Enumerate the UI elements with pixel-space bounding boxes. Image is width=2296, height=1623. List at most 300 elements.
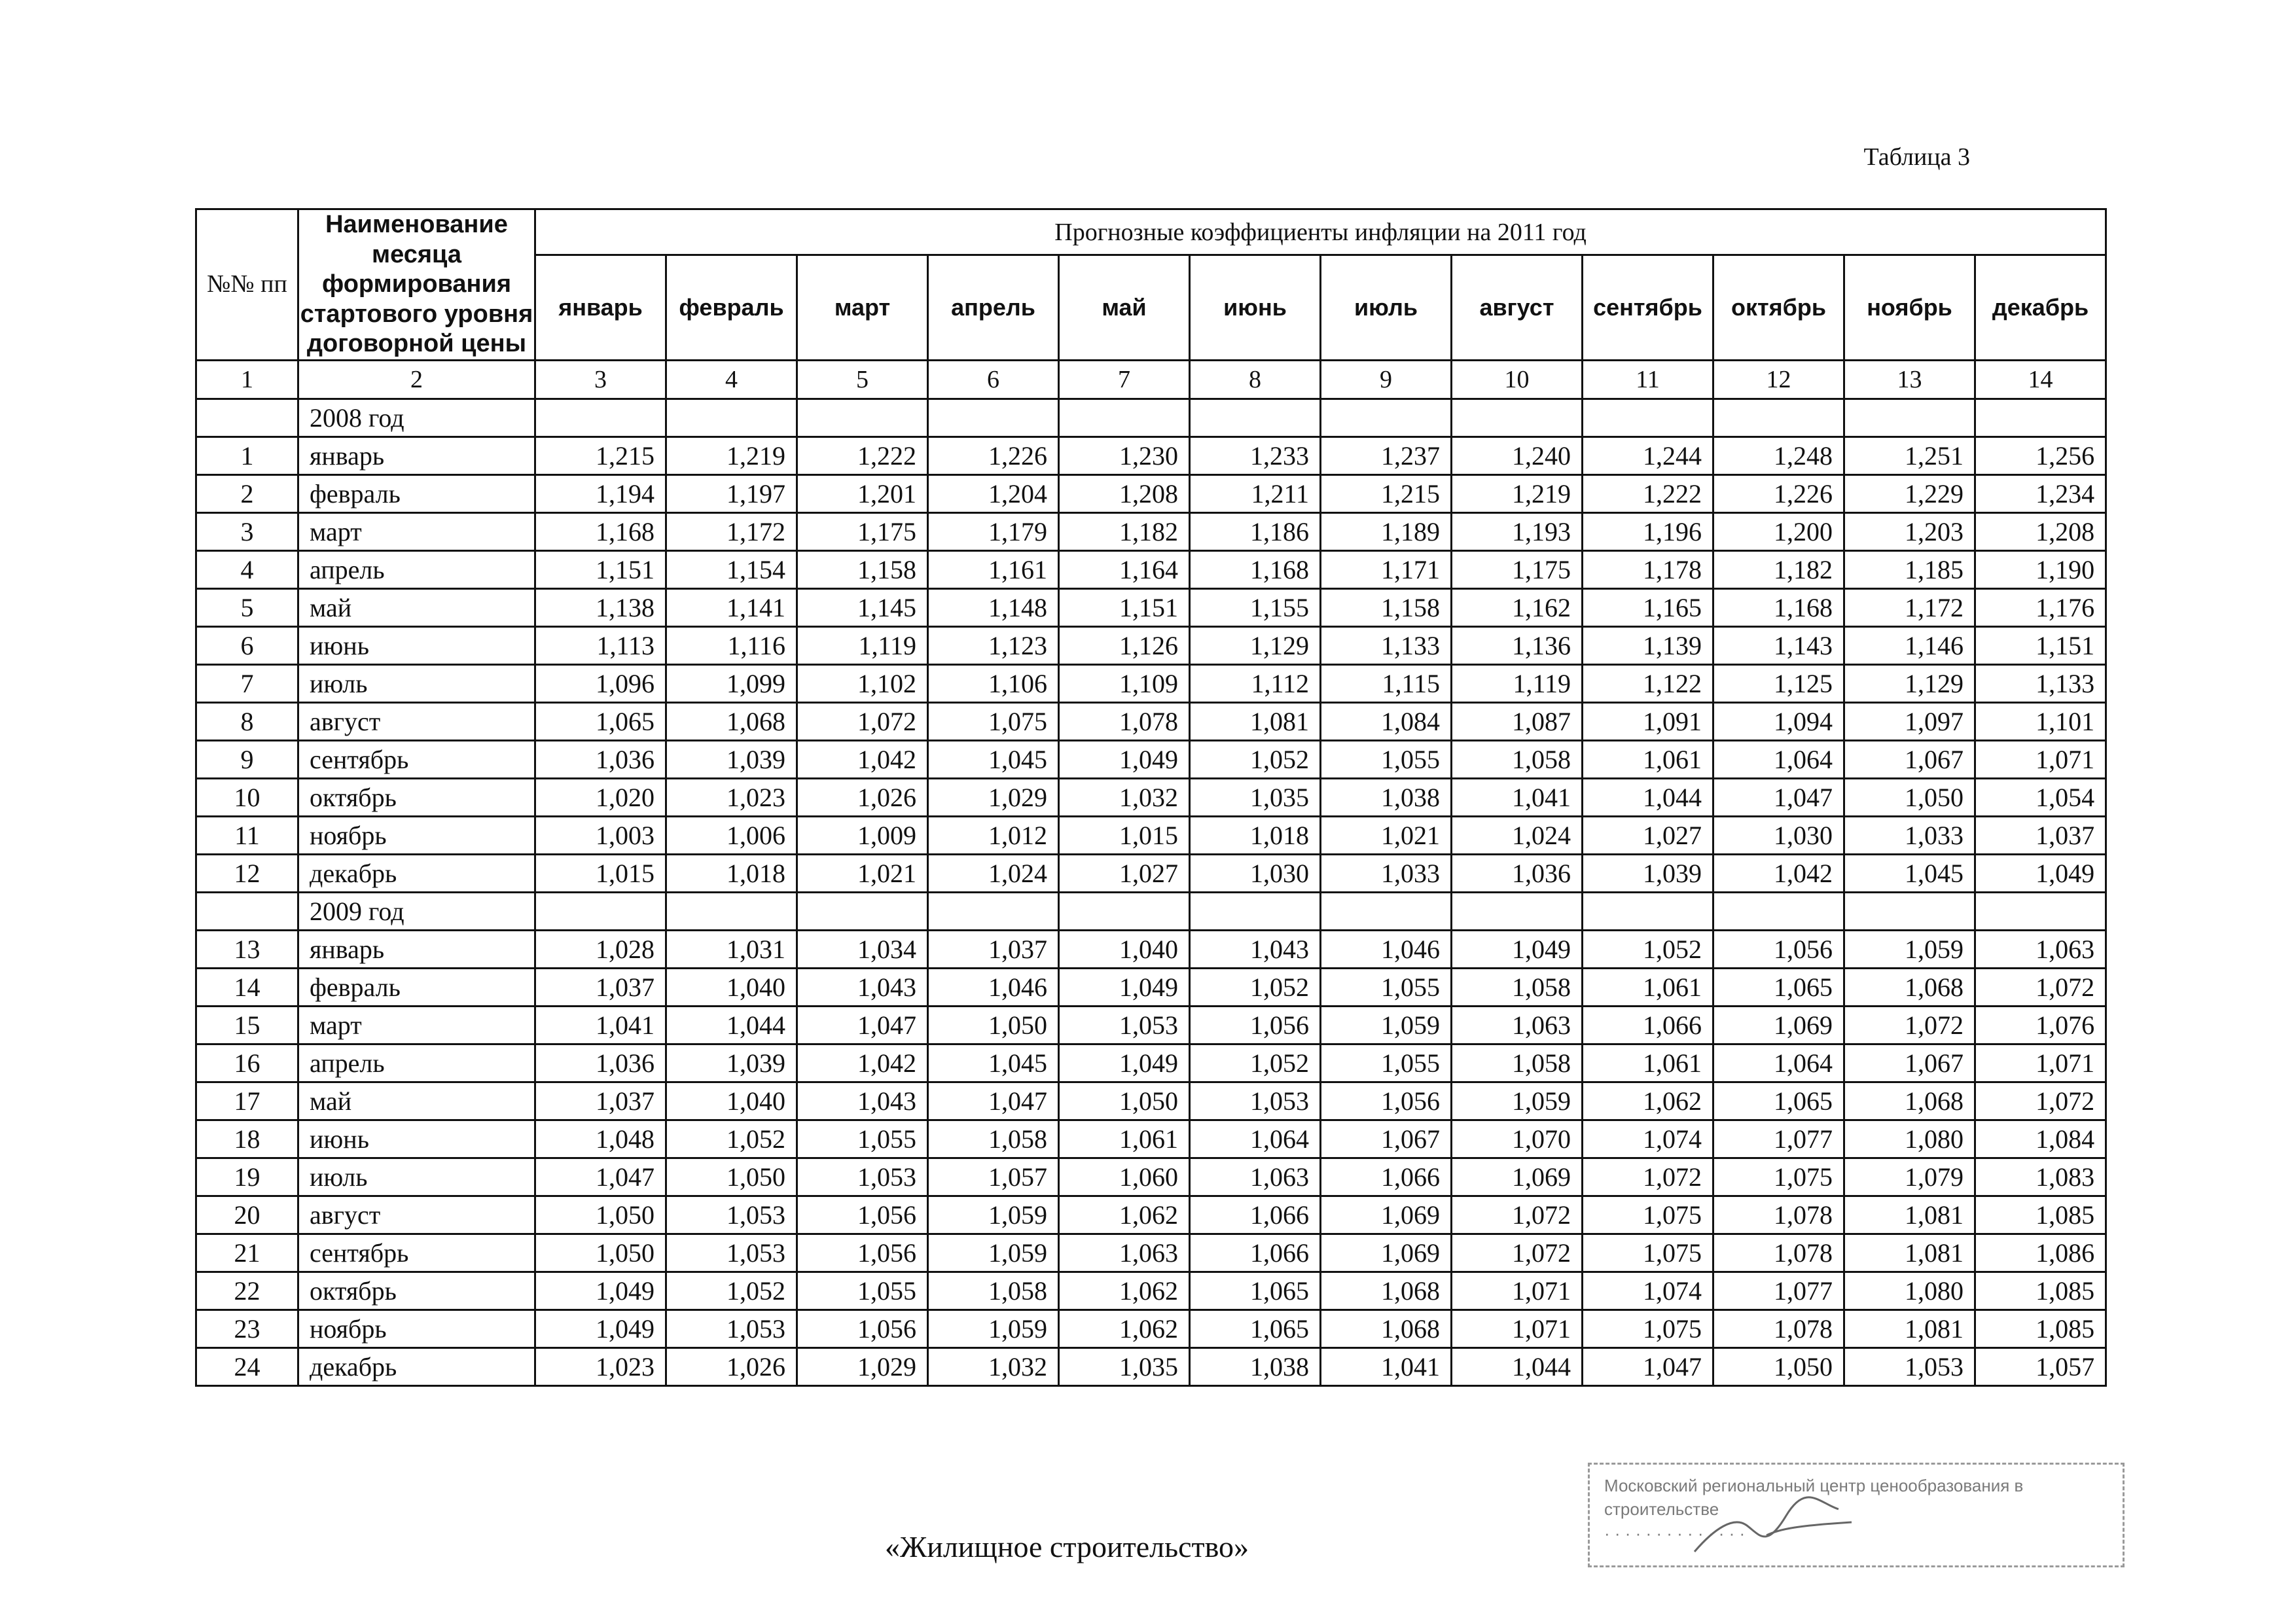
coefficient-cell: 1,078 <box>1059 702 1190 740</box>
coefficient-cell: 1,099 <box>666 664 797 702</box>
table-row <box>196 1120 2106 1158</box>
empty-cell <box>1713 399 1844 437</box>
coefficient-cell: 1,081 <box>1844 1234 1975 1272</box>
coefficient-cell: 1,030 <box>1713 816 1844 854</box>
coefficient-cell: 1,072 <box>1583 1158 1713 1196</box>
month-header-3: март <box>797 255 928 361</box>
coefficient-cell: 1,077 <box>1713 1272 1844 1310</box>
coefficient-cell: 1,071 <box>1452 1310 1583 1347</box>
coefficient-cell: 1,053 <box>1844 1347 1975 1385</box>
row-month-name: декабрь <box>298 1347 535 1385</box>
coefficient-cell: 1,084 <box>1321 702 1452 740</box>
coefficient-cell: 1,035 <box>1190 778 1321 816</box>
coefficient-cell: 1,009 <box>797 816 928 854</box>
empty-cell <box>1844 892 1975 930</box>
column-number-cell: 13 <box>1844 360 1975 399</box>
year-row <box>196 892 2106 930</box>
coefficient-cell: 1,055 <box>797 1120 928 1158</box>
coefficient-cell: 1,026 <box>797 778 928 816</box>
coefficient-cell: 1,023 <box>666 778 797 816</box>
coefficient-cell: 1,024 <box>928 854 1059 892</box>
month-header-10: октябрь <box>1713 255 1844 361</box>
row-month-name: январь <box>298 930 535 968</box>
row-number: 13 <box>196 930 298 968</box>
coefficient-cell: 1,060 <box>1059 1158 1190 1196</box>
coefficient-cell: 1,036 <box>535 740 666 778</box>
column-number-cell: 12 <box>1713 360 1844 399</box>
row-number: 20 <box>196 1196 298 1234</box>
coefficient-cell: 1,050 <box>535 1196 666 1234</box>
coefficient-cell: 1,085 <box>1975 1196 2106 1234</box>
row-number: 8 <box>196 702 298 740</box>
row-month-name: октябрь <box>298 778 535 816</box>
coefficient-cell: 1,072 <box>1844 1006 1975 1044</box>
empty-cell <box>535 892 666 930</box>
coefficient-cell: 1,077 <box>1713 1120 1844 1158</box>
coefficient-cell: 1,059 <box>1452 1082 1583 1120</box>
coefficient-cell: 1,229 <box>1844 474 1975 512</box>
coefficient-cell: 1,063 <box>1975 930 2106 968</box>
coefficient-cell: 1,003 <box>535 816 666 854</box>
row-number: 14 <box>196 968 298 1006</box>
coefficient-cell: 1,055 <box>1321 968 1452 1006</box>
coefficient-cell: 1,046 <box>928 968 1059 1006</box>
coefficient-cell: 1,081 <box>1844 1196 1975 1234</box>
month-header-7: июль <box>1321 255 1452 361</box>
coefficient-cell: 1,062 <box>1059 1310 1190 1347</box>
coefficient-cell: 1,133 <box>1975 664 2106 702</box>
table-row <box>196 1006 2106 1044</box>
coefficient-cell: 1,141 <box>666 588 797 626</box>
coefficient-cell: 1,061 <box>1059 1120 1190 1158</box>
table-row <box>196 1196 2106 1234</box>
coefficient-cell: 1,208 <box>1975 512 2106 550</box>
coefficient-cell: 1,094 <box>1713 702 1844 740</box>
coefficient-cell: 1,085 <box>1975 1272 2106 1310</box>
coefficient-cell: 1,063 <box>1190 1158 1321 1196</box>
empty-cell <box>666 399 797 437</box>
month-header-9: сентябрь <box>1583 255 1713 361</box>
coefficient-cell: 1,029 <box>797 1347 928 1385</box>
coefficient-cell: 1,075 <box>928 702 1059 740</box>
year-label: 2009 год <box>298 892 535 930</box>
coefficient-cell: 1,062 <box>1059 1196 1190 1234</box>
coefficient-cell: 1,178 <box>1583 550 1713 588</box>
coefficient-cell: 1,049 <box>535 1310 666 1347</box>
coefficient-cell: 1,027 <box>1583 816 1713 854</box>
table-row <box>196 1082 2106 1120</box>
coefficient-cell: 1,133 <box>1321 626 1452 664</box>
coefficient-cell: 1,038 <box>1321 778 1452 816</box>
coefficient-cell: 1,065 <box>1713 968 1844 1006</box>
coefficient-cell: 1,056 <box>1321 1082 1452 1120</box>
table-row <box>196 664 2106 702</box>
coefficient-cell: 1,070 <box>1452 1120 1583 1158</box>
coefficient-cell: 1,067 <box>1321 1120 1452 1158</box>
coefficient-cell: 1,069 <box>1321 1196 1452 1234</box>
coefficient-cell: 1,042 <box>797 1044 928 1082</box>
coefficient-cell: 1,067 <box>1844 740 1975 778</box>
coefficient-cell: 1,138 <box>535 588 666 626</box>
coefficient-cell: 1,058 <box>928 1272 1059 1310</box>
coefficient-cell: 1,126 <box>1059 626 1190 664</box>
table-row <box>196 1158 2106 1196</box>
empty-cell <box>1059 892 1190 930</box>
row-month-name: июль <box>298 1158 535 1196</box>
coefficient-cell: 1,040 <box>666 968 797 1006</box>
row-number: 11 <box>196 816 298 854</box>
coefficient-cell: 1,039 <box>666 1044 797 1082</box>
coefficient-cell: 1,064 <box>1713 1044 1844 1082</box>
coefficient-cell: 1,200 <box>1713 512 1844 550</box>
coefficient-cell: 1,053 <box>1190 1082 1321 1120</box>
coefficient-cell: 1,035 <box>1059 1347 1190 1385</box>
coefficient-cell: 1,032 <box>928 1347 1059 1385</box>
row-number: 9 <box>196 740 298 778</box>
coefficient-cell: 1,168 <box>535 512 666 550</box>
coefficient-cell: 1,059 <box>928 1196 1059 1234</box>
row-number: 6 <box>196 626 298 664</box>
coefficient-cell: 1,047 <box>1583 1347 1713 1385</box>
coefficient-cell: 1,081 <box>1190 702 1321 740</box>
coefficient-cell: 1,055 <box>1321 1044 1452 1082</box>
coefficient-cell: 1,053 <box>1059 1006 1190 1044</box>
table-row <box>196 740 2106 778</box>
coefficient-cell: 1,201 <box>797 474 928 512</box>
coefficient-cell: 1,068 <box>1844 968 1975 1006</box>
coefficient-cell: 1,021 <box>797 854 928 892</box>
coefficient-cell: 1,234 <box>1975 474 2106 512</box>
table-caption: Таблица 3 <box>1863 143 1970 171</box>
row-month-name: ноябрь <box>298 816 535 854</box>
coefficient-cell: 1,136 <box>1452 626 1583 664</box>
coefficient-cell: 1,043 <box>797 1082 928 1120</box>
coefficient-cell: 1,256 <box>1975 437 2106 474</box>
year-label: 2008 год <box>298 399 535 437</box>
coefficient-cell: 1,045 <box>928 740 1059 778</box>
coefficient-cell: 1,072 <box>797 702 928 740</box>
column-number-cell: 2 <box>298 360 535 399</box>
coefficient-cell: 1,064 <box>1713 740 1844 778</box>
empty-cell <box>1713 892 1844 930</box>
coefficient-cell: 1,023 <box>535 1347 666 1385</box>
row-month-name: август <box>298 702 535 740</box>
coefficient-cell: 1,053 <box>797 1158 928 1196</box>
table-row <box>196 1347 2106 1385</box>
coefficient-cell: 1,012 <box>928 816 1059 854</box>
coefficient-cell: 1,006 <box>666 816 797 854</box>
coefficient-cell: 1,219 <box>1452 474 1583 512</box>
empty-cell <box>1321 399 1452 437</box>
column-number-cell: 14 <box>1975 360 2106 399</box>
coefficient-cell: 1,068 <box>1844 1082 1975 1120</box>
table-row <box>196 1272 2106 1310</box>
coefficient-cell: 1,219 <box>666 437 797 474</box>
coefficient-cell: 1,072 <box>1975 1082 2106 1120</box>
month-header-1: январь <box>535 255 666 361</box>
coefficient-cell: 1,067 <box>1844 1044 1975 1082</box>
coefficient-cell: 1,053 <box>666 1310 797 1347</box>
coefficient-cell: 1,215 <box>535 437 666 474</box>
coefficient-cell: 1,057 <box>1975 1347 2106 1385</box>
coefficient-cell: 1,240 <box>1452 437 1583 474</box>
coefficient-cell: 1,072 <box>1975 968 2106 1006</box>
column-number-cell: 8 <box>1190 360 1321 399</box>
row-month-name: июнь <box>298 626 535 664</box>
column-number-cell: 11 <box>1583 360 1713 399</box>
coefficient-cell: 1,196 <box>1583 512 1713 550</box>
coefficient-cell: 1,032 <box>1059 778 1190 816</box>
coefficient-cell: 1,176 <box>1975 588 2106 626</box>
column-number-cell: 1 <box>196 360 298 399</box>
coefficient-cell: 1,185 <box>1844 550 1975 588</box>
coefficient-cell: 1,078 <box>1713 1234 1844 1272</box>
empty-cell <box>196 892 298 930</box>
coefficient-cell: 1,058 <box>928 1120 1059 1158</box>
coefficient-cell: 1,081 <box>1844 1310 1975 1347</box>
coefficient-cell: 1,028 <box>535 930 666 968</box>
row-month-name: март <box>298 1006 535 1044</box>
coefficient-cell: 1,172 <box>1844 588 1975 626</box>
coefficient-cell: 1,197 <box>666 474 797 512</box>
coefficient-cell: 1,106 <box>928 664 1059 702</box>
coefficient-cell: 1,040 <box>1059 930 1190 968</box>
coefficient-cell: 1,052 <box>1190 740 1321 778</box>
stamp-line: Московский региональный центр ценообразования в <box>1604 1476 2024 1495</box>
row-number: 22 <box>196 1272 298 1310</box>
coefficient-cell: 1,037 <box>535 1082 666 1120</box>
coefficient-cell: 1,151 <box>535 550 666 588</box>
coefficient-cell: 1,116 <box>666 626 797 664</box>
coefficient-cell: 1,059 <box>928 1310 1059 1347</box>
table-row <box>196 930 2106 968</box>
coefficient-cell: 1,203 <box>1844 512 1975 550</box>
coefficient-cell: 1,042 <box>797 740 928 778</box>
row-number: 23 <box>196 1310 298 1347</box>
empty-cell <box>535 399 666 437</box>
coefficient-cell: 1,053 <box>666 1234 797 1272</box>
month-header-8: август <box>1452 255 1583 361</box>
row-number: 24 <box>196 1347 298 1385</box>
footer-title: «Жилищное строительство» <box>885 1530 1249 1563</box>
coefficient-cell: 1,050 <box>1059 1082 1190 1120</box>
coefficient-cell: 1,139 <box>1583 626 1713 664</box>
row-month-name: октябрь <box>298 1272 535 1310</box>
row-month-name: май <box>298 588 535 626</box>
empty-cell <box>1844 399 1975 437</box>
coefficient-cell: 1,226 <box>928 437 1059 474</box>
row-month-name: апрель <box>298 550 535 588</box>
empty-cell <box>666 892 797 930</box>
coefficient-cell: 1,113 <box>535 626 666 664</box>
row-month-name: сентябрь <box>298 1234 535 1272</box>
coefficient-cell: 1,015 <box>535 854 666 892</box>
coefficient-cell: 1,155 <box>1190 588 1321 626</box>
coefficient-cell: 1,122 <box>1583 664 1713 702</box>
coefficient-cell: 1,083 <box>1975 1158 2106 1196</box>
column-number-cell: 3 <box>535 360 666 399</box>
coefficient-cell: 1,029 <box>928 778 1059 816</box>
coefficient-cell: 1,066 <box>1321 1158 1452 1196</box>
coefficient-cell: 1,049 <box>535 1272 666 1310</box>
coefficient-cell: 1,084 <box>1975 1120 2106 1158</box>
empty-cell <box>1190 892 1321 930</box>
coefficient-cell: 1,119 <box>1452 664 1583 702</box>
coefficient-cell: 1,056 <box>1713 930 1844 968</box>
coefficient-cell: 1,046 <box>1321 930 1452 968</box>
coefficient-cell: 1,066 <box>1190 1196 1321 1234</box>
coefficient-cell: 1,065 <box>535 702 666 740</box>
row-number: 7 <box>196 664 298 702</box>
row-month-name: август <box>298 1196 535 1234</box>
coefficient-cell: 1,049 <box>1059 1044 1190 1082</box>
coefficient-cell: 1,158 <box>797 550 928 588</box>
coefficient-cell: 1,151 <box>1059 588 1190 626</box>
coefficient-cell: 1,047 <box>797 1006 928 1044</box>
coefficient-cell: 1,036 <box>535 1044 666 1082</box>
coefficient-cell: 1,075 <box>1583 1310 1713 1347</box>
empty-cell <box>928 399 1059 437</box>
coefficient-cell: 1,102 <box>797 664 928 702</box>
stamp-line: · · · · · · · · · · · · · · <box>1604 1523 1746 1543</box>
month-name-header: Наименование месяца формирования стартового уровня договорной цены <box>298 209 535 361</box>
coefficient-cell: 1,059 <box>928 1234 1059 1272</box>
coefficient-cell: 1,058 <box>1452 1044 1583 1082</box>
coefficient-cell: 1,059 <box>1844 930 1975 968</box>
row-month-name: ноябрь <box>298 1310 535 1347</box>
coefficient-cell: 1,055 <box>797 1272 928 1310</box>
coefficient-cell: 1,080 <box>1844 1272 1975 1310</box>
column-number-cell: 6 <box>928 360 1059 399</box>
table-row <box>196 512 2106 550</box>
coefficient-cell: 1,065 <box>1190 1310 1321 1347</box>
coefficient-cell: 1,069 <box>1321 1234 1452 1272</box>
row-number: 16 <box>196 1044 298 1082</box>
stamp-line: строительстве <box>1604 1499 1719 1520</box>
coefficient-cell: 1,071 <box>1975 1044 2106 1082</box>
row-number: 21 <box>196 1234 298 1272</box>
month-header-12: декабрь <box>1975 255 2106 361</box>
coefficient-cell: 1,031 <box>666 930 797 968</box>
coefficient-cell: 1,061 <box>1583 740 1713 778</box>
coefficient-cell: 1,175 <box>797 512 928 550</box>
coefficient-cell: 1,045 <box>928 1044 1059 1082</box>
coefficient-cell: 1,050 <box>666 1158 797 1196</box>
coefficient-cell: 1,237 <box>1321 437 1452 474</box>
coefficient-cell: 1,049 <box>1452 930 1583 968</box>
coefficient-cell: 1,143 <box>1713 626 1844 664</box>
table-row <box>196 702 2106 740</box>
table-row <box>196 1310 2106 1347</box>
coefficient-cell: 1,072 <box>1452 1234 1583 1272</box>
coefficient-cell: 1,042 <box>1713 854 1844 892</box>
coefficient-cell: 1,068 <box>1321 1272 1452 1310</box>
coefficient-cell: 1,145 <box>797 588 928 626</box>
row-number: 5 <box>196 588 298 626</box>
coefficient-cell: 1,036 <box>1452 854 1583 892</box>
coefficient-cell: 1,078 <box>1713 1196 1844 1234</box>
table-row <box>196 854 2106 892</box>
coefficient-cell: 1,112 <box>1190 664 1321 702</box>
coefficient-cell: 1,061 <box>1583 1044 1713 1082</box>
coefficient-cell: 1,038 <box>1190 1347 1321 1385</box>
empty-cell <box>928 892 1059 930</box>
coefficient-cell: 1,057 <box>928 1158 1059 1196</box>
coefficient-cell: 1,079 <box>1844 1158 1975 1196</box>
coefficient-cell: 1,049 <box>1059 740 1190 778</box>
coefficient-cell: 1,052 <box>1190 1044 1321 1082</box>
coefficient-cell: 1,033 <box>1321 854 1452 892</box>
coefficient-cell: 1,021 <box>1321 816 1452 854</box>
table-row <box>196 550 2106 588</box>
row-number: 15 <box>196 1006 298 1044</box>
coefficient-cell: 1,244 <box>1583 437 1713 474</box>
coefficient-cell: 1,065 <box>1713 1082 1844 1120</box>
coefficient-cell: 1,039 <box>1583 854 1713 892</box>
coefficient-cell: 1,041 <box>1452 778 1583 816</box>
coefficient-cell: 1,172 <box>666 512 797 550</box>
coefficient-cell: 1,075 <box>1583 1234 1713 1272</box>
coefficient-cell: 1,050 <box>535 1234 666 1272</box>
empty-cell <box>1583 399 1713 437</box>
coefficient-cell: 1,033 <box>1844 816 1975 854</box>
coefficient-cell: 1,044 <box>1452 1347 1583 1385</box>
coefficient-cell: 1,123 <box>928 626 1059 664</box>
coefficient-cell: 1,226 <box>1713 474 1844 512</box>
table-row <box>196 778 2106 816</box>
coefficient-cell: 1,027 <box>1059 854 1190 892</box>
coefficient-cell: 1,096 <box>535 664 666 702</box>
coefficient-cell: 1,204 <box>928 474 1059 512</box>
row-number: 19 <box>196 1158 298 1196</box>
coefficient-cell: 1,068 <box>666 702 797 740</box>
coefficient-cell: 1,074 <box>1583 1272 1713 1310</box>
coefficient-cell: 1,189 <box>1321 512 1452 550</box>
row-number: 10 <box>196 778 298 816</box>
coefficient-cell: 1,190 <box>1975 550 2106 588</box>
row-month-name: сентябрь <box>298 740 535 778</box>
coefficient-cell: 1,024 <box>1452 816 1583 854</box>
coefficient-cell: 1,151 <box>1975 626 2106 664</box>
coefficient-cell: 1,063 <box>1452 1006 1583 1044</box>
coefficient-cell: 1,047 <box>928 1082 1059 1120</box>
row-month-name: июнь <box>298 1120 535 1158</box>
empty-cell <box>1975 892 2106 930</box>
coefficient-cell: 1,086 <box>1975 1234 2106 1272</box>
coefficient-cell: 1,215 <box>1321 474 1452 512</box>
table-row <box>196 1044 2106 1082</box>
coefficient-cell: 1,052 <box>666 1120 797 1158</box>
coefficient-cell: 1,115 <box>1321 664 1452 702</box>
coefficient-cell: 1,066 <box>1583 1006 1713 1044</box>
column-number-cell: 7 <box>1059 360 1190 399</box>
row-number: 4 <box>196 550 298 588</box>
table-row <box>196 626 2106 664</box>
coefficient-cell: 1,175 <box>1452 550 1583 588</box>
coefficient-cell: 1,069 <box>1452 1158 1583 1196</box>
coefficient-cell: 1,129 <box>1190 626 1321 664</box>
coefficient-cell: 1,063 <box>1059 1234 1190 1272</box>
coefficient-cell: 1,018 <box>1190 816 1321 854</box>
coefficient-cell: 1,020 <box>535 778 666 816</box>
coefficient-cell: 1,148 <box>928 588 1059 626</box>
row-month-name: декабрь <box>298 854 535 892</box>
coefficient-cell: 1,026 <box>666 1347 797 1385</box>
column-number-row <box>196 360 2106 399</box>
coefficient-cell: 1,075 <box>1583 1196 1713 1234</box>
coefficient-cell: 1,101 <box>1975 702 2106 740</box>
table-row <box>196 588 2106 626</box>
